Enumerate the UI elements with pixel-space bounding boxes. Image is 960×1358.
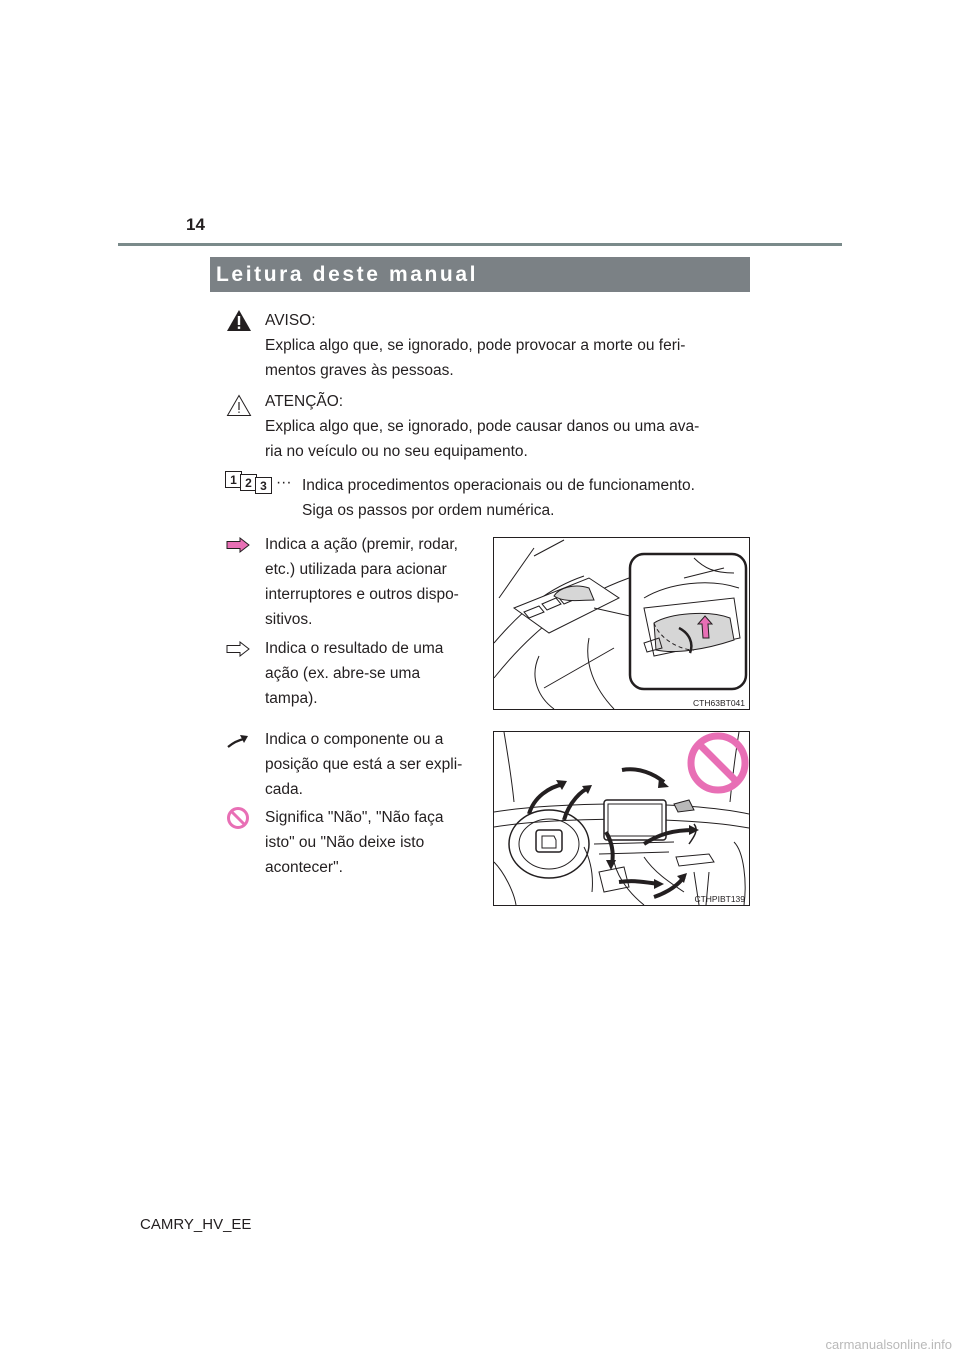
step-number-box: 1: [225, 471, 242, 488]
text-line: Explica algo que, se ignorado, pode causar danos ou uma ava-: [265, 418, 700, 435]
text-line: posição que está a ser expli-: [265, 756, 463, 773]
caution-description: [265, 389, 743, 464]
text-line: sitivos.: [265, 611, 313, 628]
action-description: [265, 532, 477, 632]
pink-action-arrow-icon: [226, 537, 250, 553]
text-line: Siga os passos por ordem numérica.: [302, 502, 555, 519]
text-line: ação (ex. abre-se uma: [265, 665, 421, 682]
figure-code: CTH63BT041: [693, 698, 745, 708]
header-rule: [118, 243, 842, 246]
steps-ellipsis: ···: [276, 474, 292, 491]
dashboard-figure: [493, 731, 750, 906]
text-line: acontecer".: [265, 859, 343, 876]
steps-description: [302, 473, 743, 523]
text-line: isto" ou "Não deixe isto: [265, 834, 425, 851]
prohibited-description: [265, 805, 477, 880]
outline-result-arrow-icon: [226, 641, 250, 657]
text-line: Indica procedimentos operacionais ou de funcionamento.: [302, 477, 695, 494]
text-line: Indica o resultado de uma: [265, 640, 444, 657]
prohibited-sign-icon: [226, 806, 250, 830]
text-line: Explica algo que, se ignorado, pode provocar a morte ou feri-: [265, 337, 686, 354]
overhead-console-figure: [493, 537, 750, 710]
watermark-site: carmanualsonline.info: [825, 1337, 952, 1352]
text-line: Indica o componente ou a: [265, 731, 444, 748]
component-description: [265, 727, 477, 802]
text-line: tampa).: [265, 690, 318, 707]
text-line: AVISO:: [265, 312, 316, 329]
text-line: ATENÇÃO:: [265, 393, 344, 410]
page-number: 14: [186, 215, 205, 234]
figure-code: CTHPIBT139: [694, 894, 745, 904]
curved-pointer-arrow-icon: [226, 733, 250, 749]
text-line: mentos graves às pessoas.: [265, 362, 454, 379]
section-title: Leitura deste manual: [210, 257, 750, 292]
text-line: Significa "Não", "Não faça: [265, 809, 444, 826]
text-line: interruptores e outros dispo-: [265, 586, 459, 603]
caution-outline-triangle-icon: [226, 394, 252, 417]
text-line: etc.) utilizada para acionar: [265, 561, 447, 578]
footer-model-code: CAMRY_HV_EE: [140, 1216, 252, 1233]
text-line: Indica a ação (premir, rodar,: [265, 536, 458, 553]
numbered-steps-icon: [225, 471, 275, 495]
warning-description: [265, 308, 743, 383]
step-number-box: 3: [255, 477, 272, 494]
text-line: ria no veículo ou no seu equipamento.: [265, 443, 528, 460]
result-description: [265, 636, 477, 711]
warning-filled-triangle-icon: [226, 309, 252, 332]
text-line: cada.: [265, 781, 303, 798]
step-number-box: 2: [240, 474, 257, 491]
